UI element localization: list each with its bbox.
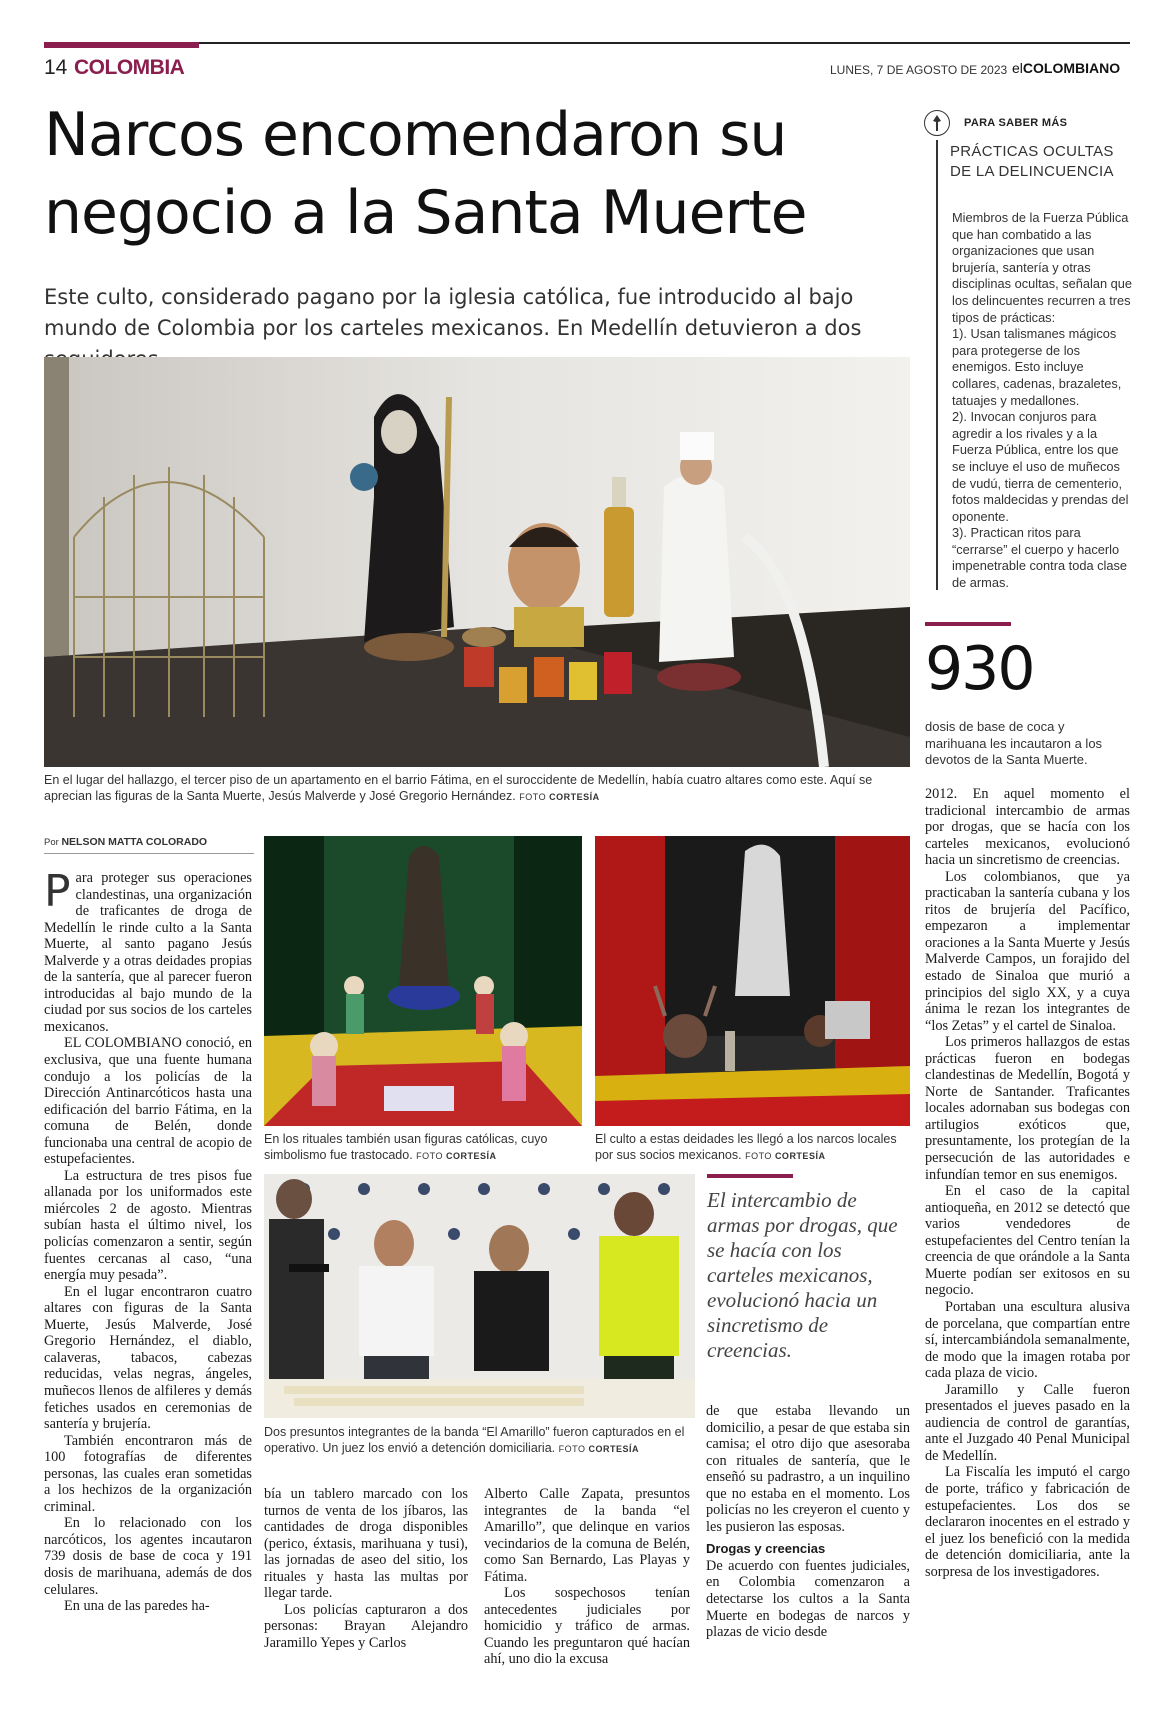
pull-quote: El intercambio de armas por drogas, que se hacía con los carteles mexicanos, evolucionó hacia un sincretismo de creencias. [707, 1188, 898, 1362]
article-column-5 [925, 786, 1130, 1580]
article-column-3 [484, 1486, 690, 1668]
photo-credit: FOTO CORTESÍA [416, 1151, 497, 1161]
article-column-1 [44, 866, 252, 1615]
pin-icon [924, 110, 950, 136]
article-column-2 [264, 1486, 468, 1651]
sidebar-rule [936, 140, 938, 590]
arrest-photo [264, 1174, 695, 1418]
paragraph: 2012. En aquel momento el tradicional intercambio de armas por drogas, que se hacía con los carteles mexicanos, evolucionó hacia un sincretismo de creencias. [925, 786, 1130, 869]
byline: Por NELSON MATTA COLORADO [44, 836, 208, 848]
masthead-logo [1012, 60, 1120, 76]
paragraph: Portaban una escultura alusiva de porcelana, que compartían entre sí, intercambiándola semanalmente, de modo que la imagen rotaba por cada plaza de vicio. [925, 1298, 1130, 1382]
stat-number: 930 [925, 634, 1034, 704]
page-number: 14 [44, 56, 68, 79]
drop-cap: P [44, 866, 71, 917]
paragraph: Los primeros hallazgos de estas prácticas fueron en bodegas clandestinas de Medellín, Bogotá y Norte de Santander. Traficantes locales adornaban sus bodegas con artilugios exóticos que, presuntamente, los protegían de la persecución de las autoridades e infundían temor en sus enemigos. [925, 1034, 1130, 1183]
paragraph: La estructura de tres pisos fue allanada por los uniformados este miércoles 2 de agosto. Mientras subían hasta el último nivel, los policías comenzaron a sentir, según fuentes cercanas al caso, “una energía muy pesada”. [44, 1167, 252, 1284]
paragraph: bía un tablero marcado con los turnos de venta de los jíbaros, las cantidades de droga disponibles (perico, éxtasis, marihuana y tusi), las jornadas de aseo del sitio, los rituales y hasta las multas por llegar tarde. [264, 1486, 468, 1602]
paragraph: La Fiscalía les imputó el cargo de porte, tráfico y fabricación de estupefacientes. Los dos se declararon inocentes en el estrado y el juez los benefició con la medida de detención domiciliaria, ante la sorpresa de los investigadores. [925, 1464, 1130, 1580]
caption-text: En el lugar del hallazgo, el tercer piso de un apartamento en el barrio Fátima, en el suroccidente de Medellín, había cuatro altares como este. Aquí se aprecian las figuras de la Santa Muerte, Jesús Malverde y José Gregorio Hernández. [44, 773, 873, 803]
lead-paragraph: Para proteger sus operaciones clandestinas, una organización de traficantes de droga de Medellín le rinde culto a la Santa Muerte, al santo pagano Jesús Malverde y a otras deidades propias de la santería, que al parecer fueron introducidas al bajo mundo de la ciudad por sus socios de los carteles mexicanos. [44, 866, 252, 1035]
main-photo-altar [44, 357, 910, 767]
main-photo-caption [44, 772, 910, 805]
arrest-caption: Dos presuntos integrantes de la banda “El Amarillo” fueron capturados en el operativo. Un juez los envió a detención domiciliaria. FOTO CORTESÍA [264, 1425, 685, 1455]
section-label: COLOMBIA [74, 56, 185, 79]
photo-credit: FOTO CORTESÍA [745, 1151, 826, 1161]
sidebar-item: 1). Usan talismanes mágicos para protegerse de los enemigos. Esto incluye collares, cadenas, brazaletes, tatuajes y medallones. [952, 326, 1122, 408]
paragraph: Alberto Calle Zapata, presuntos integrantes de la banda “el Amarillo”, que delinque en varios vecindarios de la comuna de Belén, como San Bernardo, Las Playas y Fátima. [484, 1486, 690, 1585]
article-column-4 [706, 1403, 910, 1641]
paragraph: Los sospechosos tenían antecedentes judiciales por homicidio y tráfico de armas. Cuando les preguntaron qué hacían ahí, uno dio la excusa [484, 1585, 690, 1668]
paragraph: de que estaba llevando un domicilio, a pesar de que estaba sin camisa; el otro dijo que asesoraba con rituales de santería, que le enseñó su padrastro, a un inquilino que no estaba en el momento. Los policías no les creyeron el cuento y les pusieron las esposas. [706, 1403, 910, 1535]
pull-quote-bar [707, 1174, 793, 1178]
masthead-prefix: el [1012, 60, 1023, 76]
paragraph: Los colombianos, que ya practicaban la santería cubana y los ritos de brujería del Pacífico, empezaron a implementar oraciones a la Santa Muerte y Jesús Malverde Campos, un forajido del estado de Sinaloa que murió a principios del siglo XX, y a cuya ánima le rezan los integrantes de “los Zetas” y el cartel de Sinaloa. [925, 868, 1130, 1034]
paragraph: Los policías capturaron a dos personas: Brayan Alejandro Jaramillo Yepes y Carlos [264, 1601, 468, 1651]
section-accent-bar [44, 42, 199, 48]
sidebar-title: PRÁCTICAS OCULTAS DE LA DELINCUENCIA [950, 143, 1114, 180]
sidebar-body [952, 210, 1132, 592]
author-name: NELSON MATTA COLORADO [61, 836, 208, 848]
headline: Narcos encomendaron su negocio a la Santa Muerte [44, 100, 807, 248]
paragraph: En una de las paredes ha- [64, 1598, 210, 1615]
altar-photo-right [595, 836, 910, 1126]
sidebar-item: 3). Practican ritos para “cerrarse” el cuerpo y hacerlo impenetrable contra toda clase de armas. [952, 525, 1127, 591]
paragraph: Jaramillo y Calle fueron presentados el jueves pasado en la audiencia de control de garantías, ante el Juzgado 40 Penal Municipal de Medellín. [925, 1381, 1130, 1464]
paragraph: En lo relacionado con los narcóticos, los agentes incautaron 739 dosis de base de coca y 191 dosis de marihuana, además de dos celulares. [44, 1515, 252, 1598]
header-rule [44, 42, 1130, 44]
deck: Este culto, considerado pagano por la iglesia católica, fue introducido al bajo mundo de Colombia por los carteles mexicanos. En Medellín detuvieron a dos [44, 285, 862, 340]
byline-rule [44, 853, 254, 854]
stat-description: dosis de base de coca y marihuana les incautaron a los devotos de la Santa Muerte. [925, 719, 1103, 767]
paragraph: En el lugar encontraron cuatro altares con figuras de la Santa Muerte, Jesús Malverde, José Gregorio Hernández, el diablo, calaveras, tabacos, cabezas reducidas, velas negras, ángeles, muñecos llenos de alfileres y demás fetiches usados en ceremonias de santería y brujería. [44, 1283, 252, 1433]
paragraph: En el caso de la capital antioqueña, en 2012 se detectó que varios vendedores de estupefacientes del Centro tenían la creencia de que orándole a la Santa Muerte podían ser exitosos en su negocio. [925, 1183, 1130, 1299]
sidebar-intro: Miembros de la Fuerza Pública que han combatido a las organizaciones que usan brujería, santería y otras disciplinas ocultas, señalan que los delincuentes recurren a tres tipos de prácticas: [952, 210, 1132, 325]
altar-right-caption: El culto a estas deidades les llegó a los narcos locales por sus socios mexicanos. FOTO CORTESÍA [595, 1132, 897, 1162]
paragraph: También encontraron más de 100 fotografías de diferentes personas, las cuales eran sometidas a los hechizos de la organización criminal. [44, 1432, 252, 1515]
dateline: LUNES, 7 DE AGOSTO DE 2023 [830, 63, 1008, 77]
stat-accent-bar [925, 622, 1011, 626]
altar-photo-left [264, 836, 582, 1126]
masthead-name: COLOMBIANO [1022, 60, 1121, 76]
photo-credit: FOTO CORTESÍA [519, 792, 600, 802]
paragraph: EL COLOMBIANO conoció, en exclusiva, que una fuente humana condujo a los policías de la Dirección Antinarcóticos hasta una edificación del barrio Fátima, en la comuna de Belén, donde funcionaba una central de acopio de estupefacientes. [44, 1035, 252, 1168]
paragraph: De acuerdo con fuentes judiciales, en Colombia comenzaron a detectarse los cultos a la Santa Muerte en bodegas de narcos y plazas de vicio desde [706, 1557, 910, 1641]
sidebar-kicker: PARA SABER MÁS [964, 117, 1068, 129]
photo-credit: FOTO CORTESÍA [558, 1444, 639, 1454]
altar-left-caption: En los rituales también usan figuras católicas, cuyo simbolismo fue trastocado. FOTO CORTESÍA [264, 1132, 548, 1162]
sidebar-item: 2). Invocan conjuros para agredir a los rivales y a la Fuerza Pública, entre los que se incluye el uso de muñecos de vudú, tierra de cementerio, fotos maldecidas y prendas del oponente. [952, 409, 1129, 524]
subhead: Drogas y creencias [706, 1541, 826, 1557]
